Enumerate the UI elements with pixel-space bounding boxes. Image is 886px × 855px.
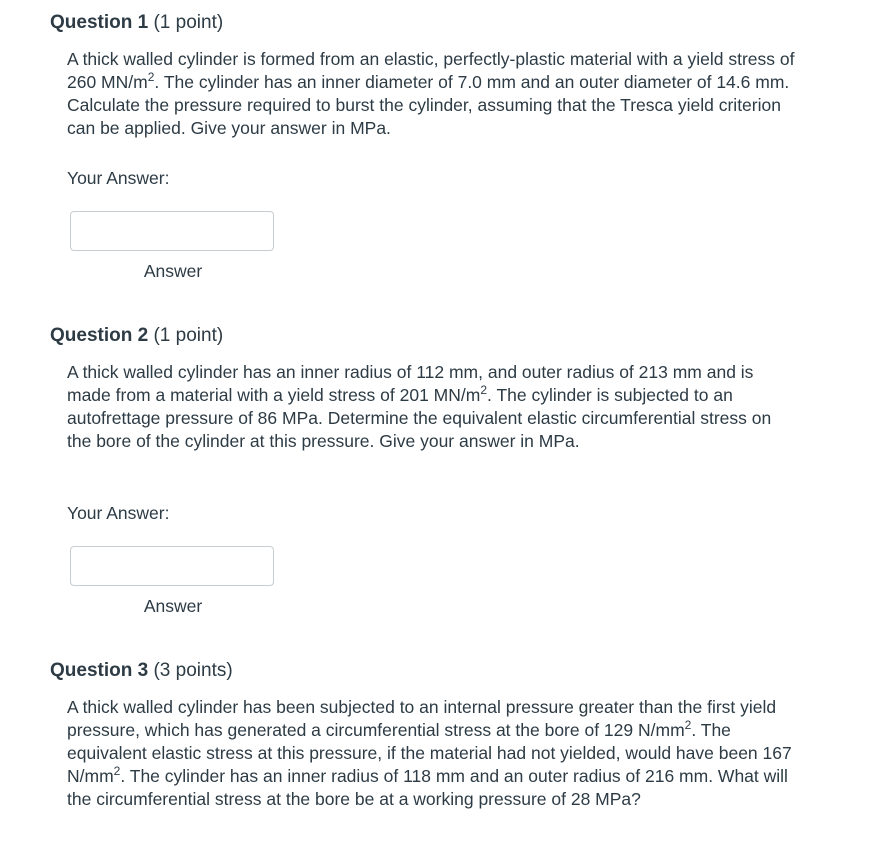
your-answer-label: Your Answer: bbox=[67, 168, 170, 188]
question-text-part: . The equivalent elastic stress at this pressure, if the material had not yielded, would have been 167 N/mm bbox=[67, 720, 792, 786]
question-points: (1 point) bbox=[153, 325, 224, 346]
question-text-part: A thick walled cylinder is formed from an elastic, perfectly-plastic material with a yield stress of 260 MN/m bbox=[67, 49, 795, 92]
superscript: 2 bbox=[113, 764, 121, 778]
answer-input[interactable] bbox=[70, 546, 274, 586]
question-header bbox=[50, 324, 810, 348]
question-text-part: . The cylinder is subjected to an autofrettage pressure of 86 MPa. Determine the equivalent elastic circumferential stress on the bore of the cylinder at this pressure. Give your answer in MPa. bbox=[67, 385, 772, 451]
question-points: (3 points) bbox=[153, 660, 233, 681]
question-text bbox=[67, 361, 797, 453]
question-text-part: A thick walled cylinder has an inner radius of 112 mm, and outer radius of 213 mm and is made from a material with a yield stress of 201 MN/m bbox=[67, 362, 754, 405]
question-3 bbox=[50, 659, 810, 855]
answer-input[interactable] bbox=[70, 211, 274, 251]
question-title: Question 1 bbox=[50, 12, 149, 33]
your-answer-label: Your Answer: bbox=[67, 503, 170, 523]
question-title: Question 2 bbox=[50, 325, 149, 346]
question-1 bbox=[50, 11, 810, 301]
superscript: 2 bbox=[684, 718, 692, 732]
superscript: 2 bbox=[147, 70, 155, 84]
question-2 bbox=[50, 324, 810, 634]
answer-caption: Answer bbox=[143, 596, 203, 616]
question-header bbox=[50, 659, 810, 683]
question-text bbox=[67, 48, 797, 140]
question-points: (1 point) bbox=[153, 12, 224, 33]
question-title: Question 3 bbox=[50, 660, 149, 681]
superscript: 2 bbox=[480, 383, 488, 397]
question-text bbox=[67, 696, 797, 811]
question-text-part: . The cylinder has an inner radius of 118 mm and an outer radius of 216 mm. What will the circumferential stress at the bore be at a working pressure of 28 MPa? bbox=[67, 766, 788, 809]
question-text-part: A thick walled cylinder has been subjected to an internal pressure greater than the first yield pressure, which has generated a circumferential stress at the bore of 129 N/mm bbox=[67, 697, 777, 740]
question-text-part: . The cylinder has an inner diameter of 7.0 mm and an outer diameter of 14.6 mm. Calculate the pressure required to burst the cylinder, assuming that the Tresca yield criterion can be applied. Give your answer in MPa. bbox=[67, 72, 790, 138]
answer-caption: Answer bbox=[143, 261, 203, 281]
question-header bbox=[50, 11, 810, 35]
